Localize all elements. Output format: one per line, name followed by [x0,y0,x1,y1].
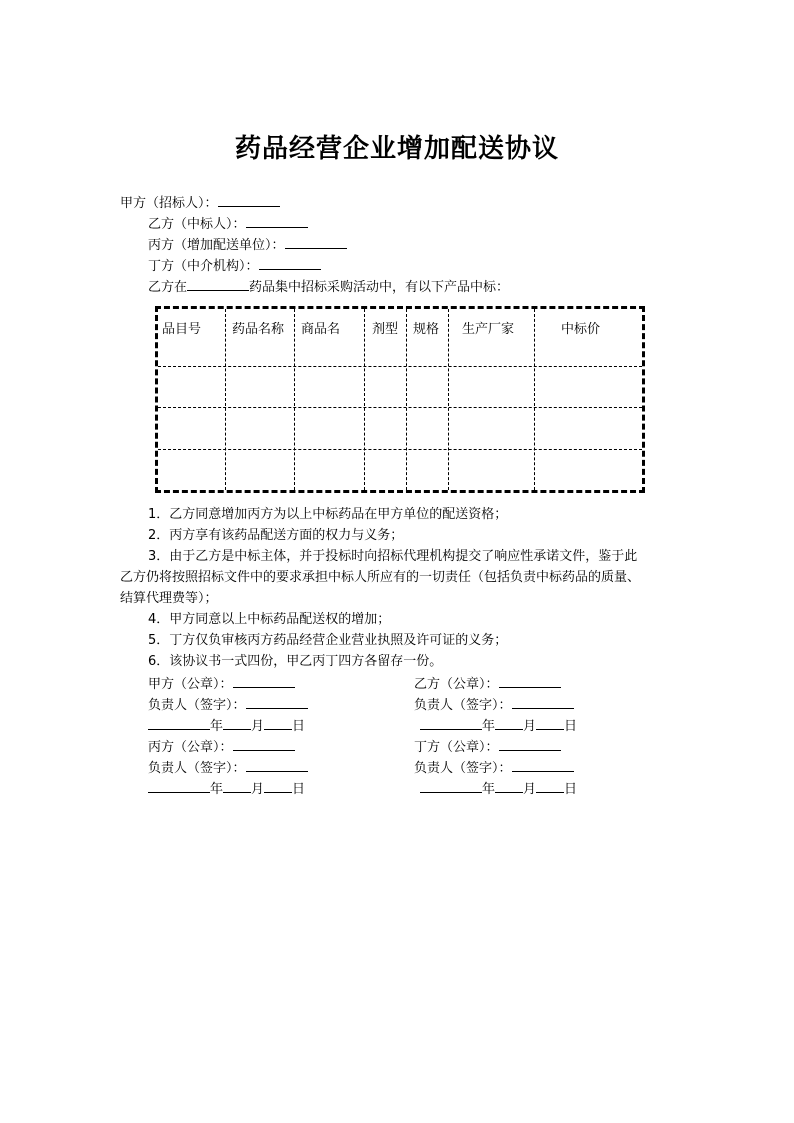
jia-month-blank[interactable] [223,716,251,730]
ding-seal-label: 丁方（公章）： [414,740,499,755]
intro-blank[interactable] [187,277,249,291]
document-title: 药品经营企业增加配送协议 [234,134,559,164]
jia-seal-blank[interactable] [233,674,295,688]
ding-date-line [420,779,577,799]
bing-seal-label: 丙方（公章）： [148,740,233,755]
header-trade-name: 商品名 [301,322,341,337]
yi-day-blank[interactable] [536,716,564,730]
party-yi-label: 乙方（中标人）： [148,217,246,232]
day-label: 日 [292,782,306,797]
month-label: 月 [251,719,265,734]
party-bing-blank[interactable] [285,235,347,249]
month-label: 月 [523,719,537,734]
table-col-divider [448,309,449,490]
bing-responsible-line [148,758,308,778]
yi-seal-label: 乙方（公章）： [414,677,499,692]
intro-prefix: 乙方在 [148,280,188,295]
yi-responsible-label: 负责人（签字）： [414,698,512,713]
bing-seal-blank[interactable] [233,737,295,751]
party-jia-label: 甲方（招标人）： [120,196,218,211]
year-label: 年 [482,782,496,797]
yi-year-blank[interactable] [420,716,482,730]
year-label: 年 [482,719,496,734]
ding-responsible-label: 负责人（签字）： [414,761,512,776]
table-col-divider [406,309,407,490]
table-col-divider [364,309,365,490]
clause-1: 1．乙方同意增加丙方为以上中标药品在甲方单位的配送资格； [148,507,508,522]
clause-5: 5．丁方仅负审核丙方药品经营企业营业执照及许可证的义务； [148,633,508,648]
jia-responsible-line [148,695,308,715]
year-label: 年 [210,782,224,797]
bing-responsible-label: 负责人（签字）： [148,761,246,776]
ding-responsible-blank[interactable] [512,758,574,772]
year-label: 年 [210,719,224,734]
clause-3-line-2: 乙方仍将按照招标文件中的要求承担中标人所应有的一切责任（包括负责中标药品的质量、 [120,570,641,585]
yi-responsible-blank[interactable] [512,695,574,709]
table-col-divider [225,309,226,490]
party-bing-line [148,235,347,255]
clause-4: 4．甲方同意以上中标药品配送权的增加； [148,612,391,627]
jia-day-blank[interactable] [264,716,292,730]
table-row-divider [158,366,642,367]
jia-seal-line [148,674,295,694]
day-label: 日 [292,719,306,734]
month-label: 月 [251,782,265,797]
header-item-number: 品目号 [162,322,202,337]
header-dosage-form: 剂型 [372,322,399,337]
party-yi-line [148,214,308,234]
table-col-divider [534,309,535,490]
party-ding-line [148,256,321,276]
yi-month-blank[interactable] [495,716,523,730]
day-label: 日 [564,719,578,734]
header-bid-price: 中标价 [561,322,601,337]
jia-date-line [148,716,305,736]
month-label: 月 [523,782,537,797]
party-jia-line [120,193,280,213]
bid-products-table [155,306,645,493]
table-row-divider [158,449,642,450]
intro-suffix: 药品集中招标采购活动中，有以下产品中标： [249,280,510,295]
jia-responsible-label: 负责人（签字）： [148,698,246,713]
party-jia-blank[interactable] [218,193,280,207]
jia-seal-label: 甲方（公章）： [148,677,233,692]
clause-3-line-1: 3．由于乙方是中标主体，并于投标时向招标代理机构提交了响应性承诺文件，鉴于此 [148,549,638,564]
header-drug-name: 药品名称 [232,322,285,337]
table-row-divider [158,407,642,408]
jia-responsible-blank[interactable] [246,695,308,709]
ding-seal-blank[interactable] [499,737,561,751]
yi-responsible-line [414,695,574,715]
bing-month-blank[interactable] [223,779,251,793]
day-label: 日 [564,782,578,797]
header-specification: 规格 [413,322,440,337]
yi-seal-line [414,674,561,694]
ding-seal-line [414,737,561,757]
ding-year-blank[interactable] [420,779,482,793]
clause-2: 2．丙方享有该药品配送方面的权力与义务； [148,528,404,543]
jia-year-blank[interactable] [148,716,210,730]
table-col-divider [294,309,295,490]
bing-responsible-blank[interactable] [246,758,308,772]
header-manufacturer: 生产厂家 [462,322,515,337]
ding-day-blank[interactable] [536,779,564,793]
bing-day-blank[interactable] [264,779,292,793]
intro-line [148,277,509,297]
party-yi-blank[interactable] [246,214,308,228]
party-ding-blank[interactable] [259,256,321,270]
clause-6: 6．该协议书一式四份，甲乙丙丁四方各留存一份。 [148,654,443,669]
bing-seal-line [148,737,295,757]
ding-responsible-line [414,758,574,778]
yi-seal-blank[interactable] [499,674,561,688]
clause-3-line-3: 结算代理费等）； [120,591,218,606]
party-ding-label: 丁方（中介机构）： [148,259,259,274]
bing-date-line [148,779,305,799]
yi-date-line [420,716,577,736]
bing-year-blank[interactable] [148,779,210,793]
ding-month-blank[interactable] [495,779,523,793]
party-bing-label: 丙方（增加配送单位）： [148,238,285,253]
